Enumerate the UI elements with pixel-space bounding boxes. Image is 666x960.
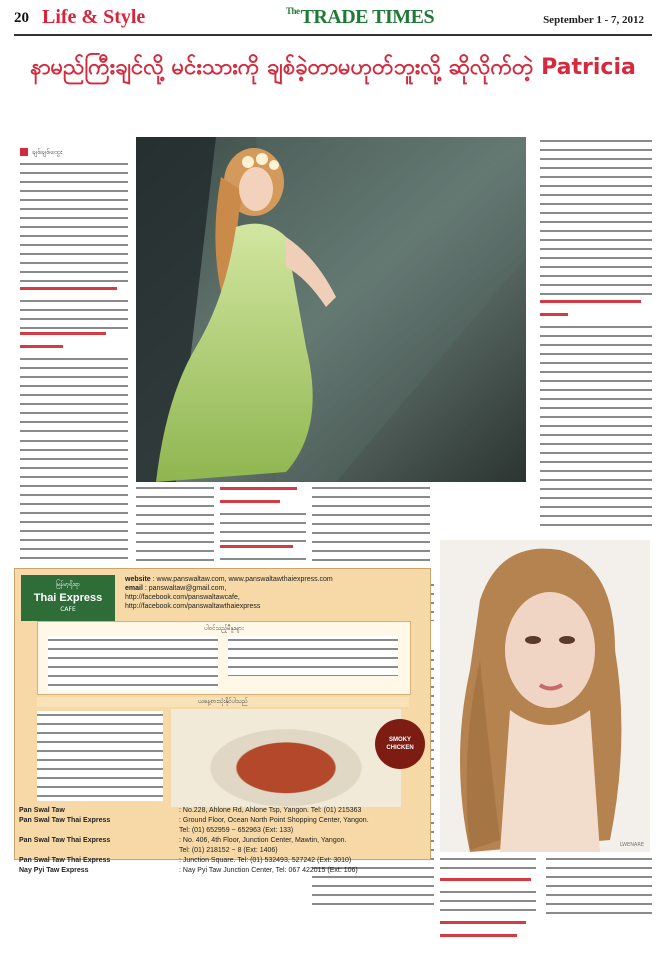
branch-address: : Junction Square. Tel: (01) 532493, 527242 (Ext: 3010) [179,857,352,864]
logo-prefix: The [286,6,300,16]
article-headline: နာမည်ကြီးချင်လို့ မင်းသားကို ချစ်ခဲ့တာမဟုတ်ဘူးလို့ ဆိုလိုက်တဲ့ Patricia [30,55,636,80]
branch-address: Tel: (01) 652959 ~ 652963 (Ext: 133) [179,827,294,834]
text-column-7 [440,855,536,950]
branch-row [19,836,424,846]
text-column-2 [136,484,214,564]
newspaper-logo [286,6,434,29]
branch-row [19,826,424,836]
menu-box [37,621,411,695]
issue-date: September 1 - 7, 2012 [543,14,644,26]
website-text[interactable]: : www.panswaltaw.com, www.panswaltawthaiexpress.com [152,576,333,583]
branch-name: Pan Swal Taw [19,807,65,814]
food-photo [171,709,401,807]
logo-name: TRADE TIMES [300,6,435,28]
branch-address: : Ground Floor, Ocean North Point Shopping Center, Yangon. [179,817,369,824]
branch-name: Pan Swal Taw Thai Express [19,817,111,824]
branch-address: : No.228, Ahlone Rd, Ahlone Tsp, Yangon. Tel: (01) 215363 [179,807,362,814]
branch-row [19,806,424,816]
byline: ချစ်ချစ်ထွေး [20,148,62,158]
ad-logo-tagline: မြန်မာ့ရိုးရာ [55,581,81,588]
text-column-5 [540,137,652,532]
ad-contacts [125,575,333,611]
branch-name: Pan Swal Taw Thai Express [19,837,111,844]
menu-subtitle: ယနေ့စားသုံးနိုင်ပါသည် [37,697,409,707]
facebook-link-1[interactable]: http://facebook.com/panswaltawcafe, [125,594,240,601]
branch-name [19,826,179,836]
branch-row [19,816,424,826]
ad-description [37,711,163,801]
text-column-4 [312,484,430,564]
facebook-link-2[interactable]: http://facebook.com/panswaltawthaiexpress [125,603,261,610]
email-text[interactable]: : panswaltaw@gmail.com, [144,585,227,592]
branch-list [19,806,424,876]
branch-name [19,846,179,856]
main-photo [136,137,526,482]
text-column-1 [20,160,128,560]
branch-address: : No. 406, 4th Floor, Junction Center, Mawtin, Yangon. [179,837,347,844]
menu-list-right [228,636,398,676]
text-column-3 [220,484,306,564]
branch-address: : Nay Pyi Taw Junction Center, Tel: 067 422015 (Ext: 106) [179,867,358,874]
email-label: email [125,585,143,592]
ad-logo [21,575,115,621]
branch-row [19,856,424,866]
branch-name: Nay Pyi Taw Express [19,867,89,874]
photo-caption: LWENARE [619,842,644,848]
branch-row [19,846,424,856]
branch-row [19,866,424,876]
menu-title: ပါဝင်သည့်မီနူးများ [204,625,244,632]
branch-name: Pan Swal Taw Thai Express [19,857,111,864]
menu-list-left [48,636,218,690]
ad-logo-name: Thai Express [33,592,103,604]
header-divider [14,34,652,36]
dish-badge: SMOKY CHICKEN [375,719,425,769]
portrait-photo [440,540,650,852]
text-column-8 [546,855,652,950]
website-label: website [125,576,151,583]
section-title: Life & Style [42,6,146,28]
ad-logo-sub: CAFE [60,606,76,613]
advertisement [14,568,431,874]
page-number: 20 [14,10,29,26]
branch-address: Tel: (01) 218152 ~ 8 (Ext: 1406) [179,847,278,854]
